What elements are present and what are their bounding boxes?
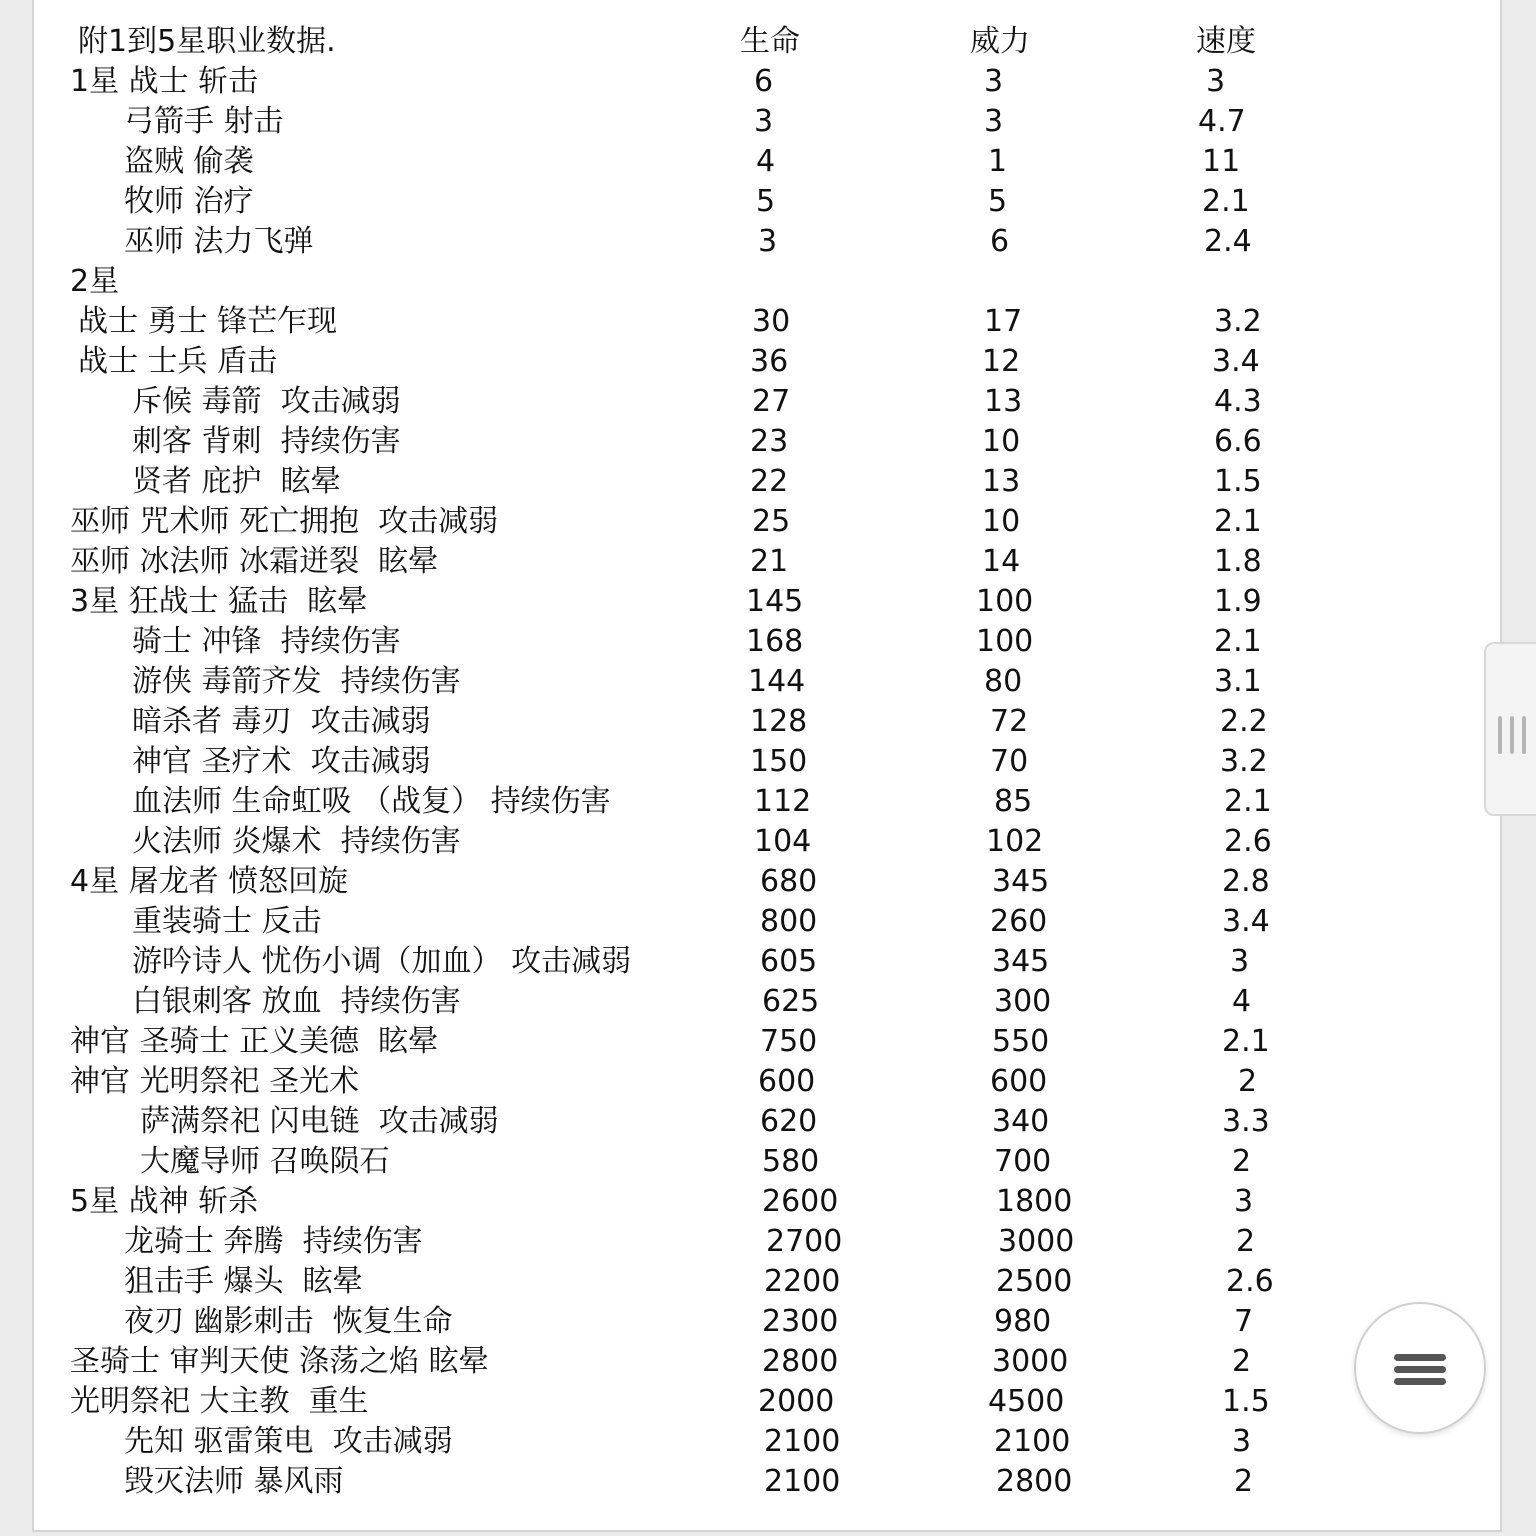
stat-hp: 22 [750, 464, 789, 499]
stat-speed: 6.6 [1214, 424, 1262, 459]
class-name: 火法师 炎爆术 持续伤害 [132, 824, 461, 859]
stat-hp: 2200 [764, 1264, 841, 1299]
stat-hp: 800 [760, 904, 818, 939]
stat-hp: 3 [754, 104, 774, 139]
class-name: 游吟诗人 忧伤小调（加血） 攻击减弱 [132, 944, 632, 979]
table-row [34, 222, 1484, 262]
stat-hp: 3 [758, 224, 778, 259]
class-name: 盗贼 偷袭 [124, 144, 254, 179]
stat-power: 4500 [988, 1384, 1065, 1419]
class-name: 夜刃 幽影刺击 恢复生命 [124, 1304, 453, 1339]
class-name: 游侠 毒箭齐发 持续伤害 [132, 664, 461, 699]
table-row [34, 462, 1484, 502]
stat-power: 102 [986, 824, 1044, 859]
table-row [34, 1022, 1484, 1062]
table-row [34, 1302, 1484, 1342]
table-row [34, 662, 1484, 702]
table-row [34, 262, 1484, 302]
stat-power: 3 [984, 64, 1004, 99]
stat-power: 12 [982, 344, 1021, 379]
stat-hp: 150 [750, 744, 808, 779]
stat-speed: 3.1 [1214, 664, 1262, 699]
stat-speed: 3.4 [1212, 344, 1260, 379]
stat-speed: 2 [1236, 1224, 1256, 1259]
stat-speed: 2.1 [1202, 184, 1250, 219]
stat-speed: 4 [1232, 984, 1252, 1019]
table-row [34, 1142, 1484, 1182]
stat-hp: 620 [760, 1104, 818, 1139]
class-name: 4星 屠龙者 愤怒回旋 [70, 864, 349, 899]
stat-speed: 3.2 [1220, 744, 1268, 779]
stat-speed: 4.7 [1198, 104, 1246, 139]
stat-hp: 168 [746, 624, 804, 659]
stat-speed: 3 [1206, 64, 1226, 99]
hamburger-menu-icon [1394, 1354, 1446, 1386]
table-row [34, 582, 1484, 622]
stat-power: 1800 [996, 1184, 1073, 1219]
stat-speed: 1.5 [1214, 464, 1262, 499]
side-drawer-handle[interactable] [1484, 642, 1536, 816]
stat-power: 10 [982, 504, 1021, 539]
stat-hp: 2600 [762, 1184, 839, 1219]
stat-power: 3000 [998, 1224, 1075, 1259]
stat-speed: 2 [1238, 1064, 1258, 1099]
class-name: 圣骑士 审判天使 涤荡之焰 眩晕 [70, 1344, 489, 1379]
stat-speed: 3 [1230, 944, 1250, 979]
stat-hp: 600 [758, 1064, 816, 1099]
stat-power: 3 [984, 104, 1004, 139]
class-name: 先知 驱雷策电 攻击减弱 [124, 1424, 453, 1459]
column-header-power: 威力 [970, 24, 1030, 59]
table-row [34, 1382, 1484, 1422]
class-name: 神官 光明祭祀 圣光术 [70, 1064, 360, 1099]
class-name: 5星 战神 斩杀 [70, 1184, 259, 1219]
stat-speed: 2 [1234, 1464, 1254, 1499]
menu-button[interactable] [1354, 1302, 1486, 1434]
grip-icon [1498, 716, 1526, 754]
stat-power: 700 [994, 1144, 1052, 1179]
stat-power: 85 [994, 784, 1033, 819]
stat-hp: 2000 [758, 1384, 835, 1419]
stat-hp: 30 [752, 304, 791, 339]
stat-power: 72 [990, 704, 1029, 739]
table-row [34, 1102, 1484, 1142]
stat-power: 1 [988, 144, 1008, 179]
stat-speed: 11 [1202, 144, 1241, 179]
stat-hp: 2100 [764, 1424, 841, 1459]
stat-hp: 750 [760, 1024, 818, 1059]
table-row [34, 1222, 1484, 1262]
class-name: 3星 狂战士 猛击 眩晕 [70, 584, 368, 619]
stat-speed: 2 [1232, 1144, 1252, 1179]
class-name: 贤者 庇护 眩晕 [132, 464, 341, 499]
stat-power: 5 [988, 184, 1008, 219]
stat-power: 2100 [994, 1424, 1071, 1459]
stat-hp: 112 [754, 784, 812, 819]
table-row [34, 302, 1484, 342]
stat-hp: 2700 [766, 1224, 843, 1259]
stat-speed: 2.1 [1224, 784, 1272, 819]
stat-hp: 27 [752, 384, 791, 419]
stat-speed: 1.5 [1222, 1384, 1270, 1419]
table-row [34, 982, 1484, 1022]
table-row [34, 1182, 1484, 1222]
table-row [34, 342, 1484, 382]
stat-power: 100 [976, 624, 1034, 659]
table-row [34, 502, 1484, 542]
stat-power: 13 [984, 384, 1023, 419]
class-name: 萨满祭祀 闪电链 攻击减弱 [140, 1104, 499, 1139]
stat-power: 260 [990, 904, 1048, 939]
table-row [34, 822, 1484, 862]
stat-power: 2500 [996, 1264, 1073, 1299]
class-name: 暗杀者 毒刃 攻击减弱 [132, 704, 431, 739]
stat-power: 100 [976, 584, 1034, 619]
table-row [34, 142, 1484, 182]
class-name: 牧师 治疗 [124, 184, 254, 219]
stat-hp: 4 [756, 144, 776, 179]
class-name: 1星 战士 斩击 [70, 64, 259, 99]
table-row [34, 102, 1484, 142]
table-row [34, 542, 1484, 582]
stat-speed: 2.1 [1214, 504, 1262, 539]
class-name: 光明祭祀 大主教 重生 [70, 1384, 369, 1419]
stat-speed: 3.4 [1222, 904, 1270, 939]
stat-speed: 3.2 [1214, 304, 1262, 339]
stat-hp: 2100 [764, 1464, 841, 1499]
table-row [34, 422, 1484, 462]
table-row [34, 702, 1484, 742]
stat-power: 6 [990, 224, 1010, 259]
stat-hp: 2800 [762, 1344, 839, 1379]
stat-power: 550 [992, 1024, 1050, 1059]
stat-speed: 2.6 [1224, 824, 1272, 859]
stat-power: 14 [982, 544, 1021, 579]
stat-hp: 104 [754, 824, 812, 859]
stat-speed: 7 [1234, 1304, 1254, 1339]
stat-power: 2800 [996, 1464, 1073, 1499]
stat-speed: 2.1 [1214, 624, 1262, 659]
stat-power: 17 [984, 304, 1023, 339]
table-row [34, 1462, 1484, 1502]
table-row [34, 902, 1484, 942]
stat-hp: 128 [750, 704, 808, 739]
class-name: 战士 勇士 锋芒乍现 [78, 304, 338, 339]
table-row [34, 782, 1484, 822]
tier-label: 2星 [70, 264, 120, 299]
stat-hp: 145 [746, 584, 804, 619]
table-row [34, 1422, 1484, 1462]
table-row [34, 1062, 1484, 1102]
document-page [32, 0, 1502, 1532]
class-name: 巫师 法力飞弹 [124, 224, 314, 259]
class-name: 血法师 生命虹吸 （战复） 持续伤害 [132, 784, 611, 819]
stat-speed: 2.8 [1222, 864, 1270, 899]
class-stats-table [34, 22, 1484, 1502]
stat-speed: 3 [1232, 1424, 1252, 1459]
table-row [34, 1262, 1484, 1302]
stat-power: 70 [990, 744, 1029, 779]
stat-power: 345 [992, 944, 1050, 979]
table-row [34, 622, 1484, 662]
stat-power: 345 [992, 864, 1050, 899]
stat-power: 980 [994, 1304, 1052, 1339]
stat-power: 13 [982, 464, 1021, 499]
stat-power: 10 [982, 424, 1021, 459]
table-row [34, 1342, 1484, 1382]
stat-hp: 680 [760, 864, 818, 899]
table-row [34, 62, 1484, 102]
stat-hp: 25 [752, 504, 791, 539]
stat-speed: 1.9 [1214, 584, 1262, 619]
stat-speed: 3.3 [1222, 1104, 1270, 1139]
class-name: 斥候 毒箭 攻击减弱 [132, 384, 401, 419]
table-row [34, 382, 1484, 422]
class-name: 狙击手 爆头 眩晕 [124, 1264, 363, 1299]
class-name: 刺客 背刺 持续伤害 [132, 424, 401, 459]
stat-speed: 1.8 [1214, 544, 1262, 579]
stat-hp: 605 [760, 944, 818, 979]
stat-speed: 2 [1232, 1344, 1252, 1379]
stat-power: 80 [984, 664, 1023, 699]
stat-hp: 36 [750, 344, 789, 379]
stat-power: 340 [992, 1104, 1050, 1139]
stat-speed: 4.3 [1214, 384, 1262, 419]
table-row [34, 742, 1484, 782]
stat-speed: 2.1 [1222, 1024, 1270, 1059]
class-name: 巫师 咒术师 死亡拥抱 攻击减弱 [70, 504, 499, 539]
stat-power: 3000 [992, 1344, 1069, 1379]
stat-hp: 625 [762, 984, 820, 1019]
class-name: 白银刺客 放血 持续伤害 [132, 984, 461, 1019]
stat-power: 600 [990, 1064, 1048, 1099]
stat-hp: 23 [750, 424, 789, 459]
column-header-speed: 速度 [1196, 24, 1256, 59]
stat-hp: 580 [762, 1144, 820, 1179]
stat-speed: 2.4 [1204, 224, 1252, 259]
stat-hp: 144 [748, 664, 806, 699]
class-name: 弓箭手 射击 [124, 104, 284, 139]
table-title: 附1到5星职业数据. [78, 24, 336, 59]
stat-power: 300 [994, 984, 1052, 1019]
stat-speed: 2.6 [1226, 1264, 1274, 1299]
class-name: 龙骑士 奔腾 持续伤害 [124, 1224, 423, 1259]
class-name: 大魔导师 召唤陨石 [140, 1144, 390, 1179]
table-header [34, 22, 1484, 62]
table-row [34, 862, 1484, 902]
stat-hp: 21 [750, 544, 789, 579]
stat-hp: 2300 [762, 1304, 839, 1339]
class-name: 毁灭法师 暴风雨 [124, 1464, 344, 1499]
class-name: 骑士 冲锋 持续伤害 [132, 624, 401, 659]
column-header-hp: 生命 [740, 24, 800, 59]
stat-speed: 2.2 [1220, 704, 1268, 739]
class-name: 神官 圣骑士 正义美德 眩晕 [70, 1024, 439, 1059]
table-row [34, 942, 1484, 982]
class-name: 神官 圣疗术 攻击减弱 [132, 744, 431, 779]
class-name: 战士 士兵 盾击 [78, 344, 278, 379]
class-name: 巫师 冰法师 冰霜迸裂 眩晕 [70, 544, 439, 579]
stat-hp: 5 [756, 184, 776, 219]
stat-hp: 6 [754, 64, 774, 99]
class-name: 重装骑士 反击 [132, 904, 322, 939]
table-row [34, 182, 1484, 222]
stat-speed: 3 [1234, 1184, 1254, 1219]
